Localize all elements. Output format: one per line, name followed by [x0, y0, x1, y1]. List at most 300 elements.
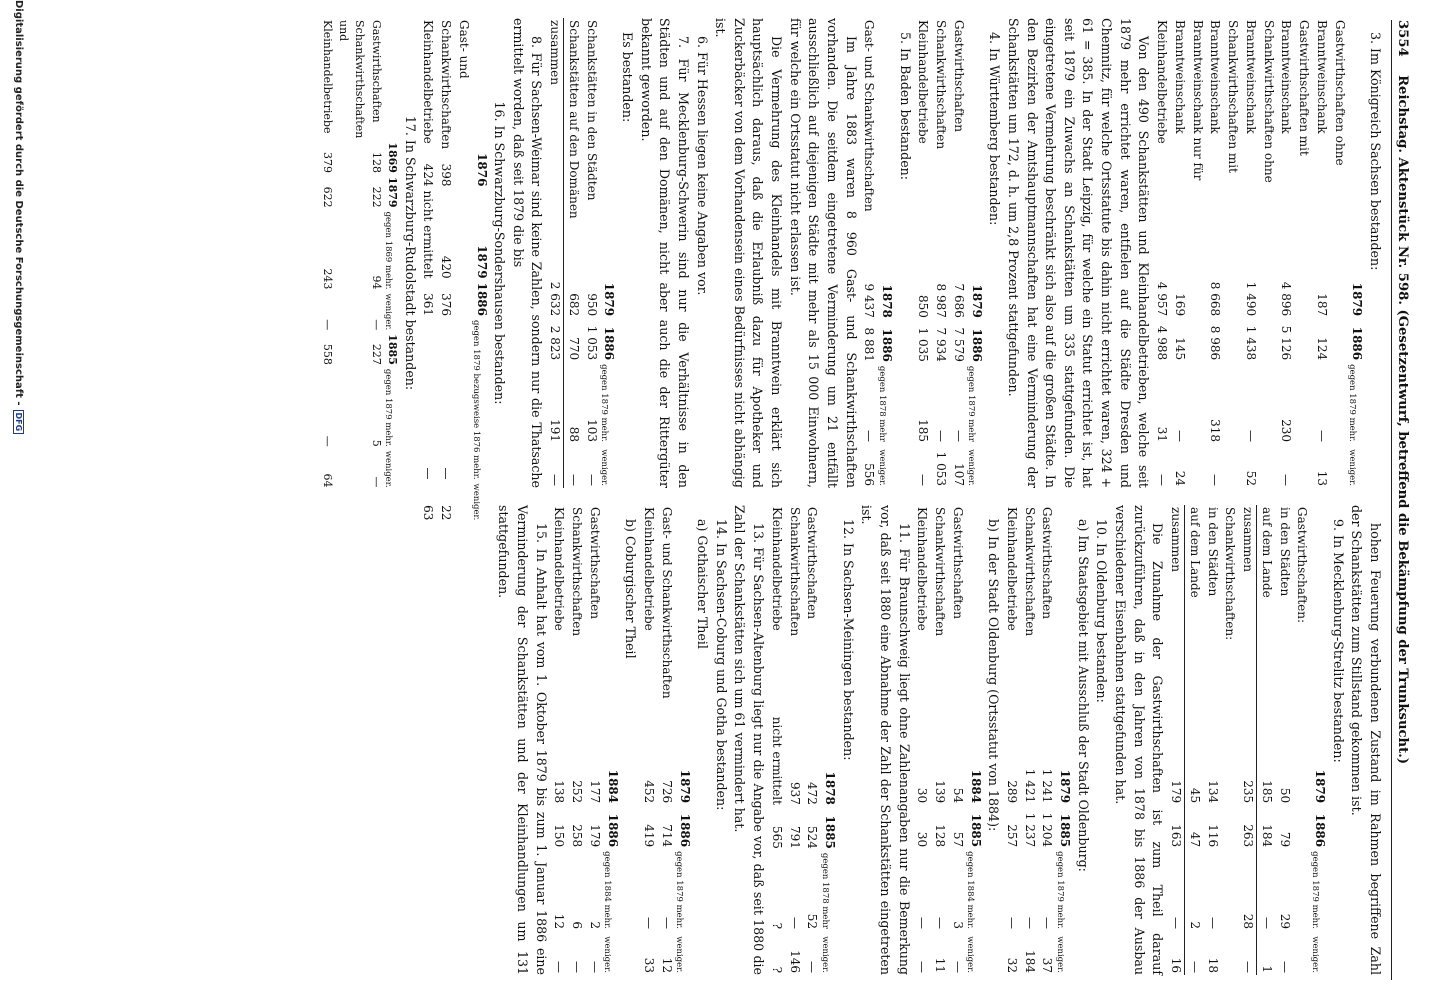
row-value: — — [805, 961, 820, 973]
row-value: 258 — [570, 824, 585, 848]
row-value: 565 — [769, 826, 784, 849]
table-baden — [860, 18, 896, 488]
table-header-cell: weniger. — [1347, 449, 1358, 486]
row-value: 5 126 — [1279, 325, 1294, 361]
row-value: — — [1243, 430, 1258, 442]
table-row — [1185, 505, 1203, 975]
row-label: Kleinhandelbetriebe — [552, 507, 567, 631]
row-value: 179 — [588, 824, 602, 848]
row-value: 64 — [320, 473, 334, 488]
table-header-cell: weniger. — [602, 936, 613, 973]
section-5-text: Im Jahre 1883 waren 8 960 Gast- und Schankwirthschaften vorhanden. Die seitdem eingetretene Verminderung um 21 entfällt ausschließlich auf diejenigen Städte mit mehr als 15 000 Einwohnern, für welche ein Ortsstatut nicht erlassen ist. — [787, 18, 859, 488]
table-header-row — [603, 505, 621, 975]
table-header-cell: gegen 1884 mehr. — [602, 851, 613, 929]
row-label: Gast- und Schankwirthschaften — [862, 20, 877, 212]
row-value: 2 — [588, 921, 602, 929]
table-row — [1312, 18, 1348, 488]
section-12-title: 12. In Sachsen-Meiningen bestanden: — [840, 519, 856, 761]
row-label: Gastwirthschaften — [588, 507, 602, 619]
row-label: Schankstätten auf den Domänen — [567, 20, 581, 219]
table-header-cell: gegen 1884 mehr. — [965, 851, 976, 929]
row-value: ? — [769, 922, 784, 929]
table-row — [767, 505, 785, 975]
row-value: 7 686 — [952, 283, 966, 318]
table-sum-row — [1166, 505, 1184, 975]
table-row — [568, 505, 586, 975]
row-value: — — [933, 917, 948, 929]
row-value: 227 — [369, 343, 383, 365]
section-3-text: Von den 490 Schankstätten und Kleinhandelbetrieben, welche seit 1879 mehr errichtet waren, entfielen auf die Städte Dresden und Chemnitz, für welche Ortsstatute bis dahin nicht errichtet waren, 324 + 61 = 385. In der Stadt Leipzig, für welche ein Statut errichtet ist, hat seit 1879 ein Zuwachs an Schankstätten um 335 stattgefunden. Die eingetretene Vermehrung beschränkt sich also auf die großen Städte. In den Bezirken der Amtshauptmannschaften hat eine Verminderung der Schankstätten um 172, d. h. um 2,8 Prozent stattgefunden. — [1006, 18, 1152, 488]
footer-text: Digitalisierung gefördert durch die Deutsche Forschungsgemeinschaft - — [13, 0, 24, 406]
table-header-cell: 1886 — [602, 326, 617, 361]
row-value: 4 988 — [1155, 325, 1170, 361]
row-label: Schankwirthschaften — [570, 507, 585, 637]
row-value: 318 — [1208, 419, 1223, 442]
section-3-title: 3. Im Königreich Sachsen bestanden: — [1368, 32, 1383, 271]
table-row — [582, 18, 600, 488]
row-label: Gastwirthschaften — [805, 507, 820, 619]
row-value: ? — [769, 966, 784, 973]
row-value: 128 — [369, 151, 383, 173]
row-value: 31 — [1155, 426, 1170, 442]
row-label: Branntweinschank nur für Branntweinschank — [1172, 20, 1205, 181]
row-value: 184 — [1259, 824, 1274, 848]
row-value: nicht ermittelt — [421, 190, 436, 279]
table-header-cell: 1886 — [474, 282, 489, 317]
table-header-cell: 1878 — [823, 771, 838, 805]
table-gotha — [639, 505, 692, 975]
table-header-row — [820, 505, 838, 975]
row-value: 134 — [1205, 780, 1220, 804]
table-header-cell: 1878 — [880, 284, 895, 318]
table-header-cell: 1879 — [1313, 769, 1328, 804]
table-header-cell: 1879 — [677, 769, 692, 804]
row-value: — — [1022, 917, 1037, 929]
row-value: 770 — [567, 337, 581, 361]
row-label: Gast- und Schankwirthschaften — [659, 507, 674, 699]
row-value: 150 — [552, 824, 567, 848]
row-value: 419 — [642, 824, 657, 848]
table-header-cell: 1885 — [1058, 813, 1073, 848]
row-value: — — [369, 319, 383, 331]
row-value: — — [1279, 474, 1294, 486]
row-label: Gastwirthschaften ohne Branntweinschank — [1314, 20, 1347, 166]
table-header-cell: weniger. — [1309, 936, 1320, 973]
row-value: 9 437 — [862, 283, 877, 318]
table-header-cell: gegen 1879 mehr. — [674, 851, 685, 929]
row-value: — — [915, 917, 930, 929]
table-header-row — [1310, 505, 1328, 975]
table-sum-row — [546, 18, 564, 488]
table-header-cell: 1879 — [386, 176, 399, 208]
row-label: Kleinhandelbetriebe — [769, 507, 784, 631]
row-value: 791 — [787, 826, 802, 849]
sum-value: 179 — [1166, 761, 1184, 805]
row-value: 398 — [439, 163, 454, 187]
row-value: — — [552, 961, 567, 973]
row-value: 13 — [1314, 470, 1329, 486]
row-value: — — [421, 467, 436, 480]
section-13-title: 13. Für Sachsen-Altenburg liegt nur die Angabe vor, daß seit 1880 die Zahl der Schankstätten sich um 61 vermindert hat. — [732, 505, 767, 975]
section-11-title: 11. Für Braunschweig liegt ohne Zahlenangaben nur die Bemerkung vor, daß seit 1880 eine Abnahme der Zahl der Schankstätten eingetreten ist. — [859, 505, 912, 975]
row-value: — — [862, 430, 877, 442]
row-label: Schankwirthschaften mit Branntweinschank — [1208, 20, 1241, 173]
left-column — [319, 18, 1384, 521]
table-row — [913, 505, 931, 975]
section-10-title: 10. In Oldenburg bestanden: — [1094, 519, 1110, 703]
table-oldenburg-b — [913, 505, 984, 975]
table-row — [1277, 18, 1313, 488]
row-value: 1 490 — [1243, 281, 1258, 317]
table-header-spacer — [967, 18, 985, 276]
table-header-spacer — [384, 18, 400, 140]
table-header-cell: 1869 — [386, 142, 399, 173]
row-value: 54 — [950, 787, 965, 804]
row-label: Kleinhandelbetriebe — [642, 507, 657, 631]
table-row — [367, 18, 383, 490]
row-value: 289 — [1005, 780, 1019, 804]
row-value: — — [584, 474, 599, 486]
row-value: 257 — [1005, 824, 1019, 848]
row-value: — — [950, 961, 965, 973]
row-value: — — [1259, 917, 1274, 929]
table-row — [564, 18, 582, 488]
table-row — [914, 18, 932, 488]
table-header-row — [384, 18, 400, 490]
row-value: 24 — [1172, 470, 1187, 486]
table-header-cell: 1879 — [1058, 769, 1073, 804]
section-5-text2: Die Vermehrung des Kleinhandels mit Branntwein erklärt sich hauptsächlich daraus, daß die Erlaubniß dazu für Apotheker und Zuckerbäcker von dem Vorhandensein eines Bedürfnisses nicht abhängig ist. — [713, 18, 785, 488]
table-schwarzburg-rudolstadt — [319, 18, 400, 490]
row-value: — — [642, 917, 657, 929]
row-value: 361 — [421, 293, 436, 317]
table-header-cell: 1886 — [880, 328, 895, 362]
row-label: in den Städten — [1205, 507, 1220, 597]
row-value: 1 438 — [1243, 325, 1258, 361]
row-value: 12 — [552, 913, 567, 929]
section-16-title: 16. In Schwarzburg-Sondershausen bestanden: — [492, 101, 508, 405]
section-10-sub-a: a) Im Staatsgebiet mit Ausschluß der Stadt Oldenburg: — [1075, 519, 1091, 872]
row-value: — — [1208, 474, 1223, 486]
row-value: 1 421 — [1022, 768, 1037, 804]
table-header-spacer — [675, 505, 693, 761]
row-value: 45 — [1187, 787, 1202, 804]
row-value: 185 — [916, 419, 931, 442]
table-row — [319, 18, 368, 490]
row-value: 52 — [805, 913, 820, 929]
table-oldenburg-a — [1002, 505, 1073, 975]
table-header-cell: gegen 1879 mehr. — [1347, 364, 1358, 442]
row-value: 222 — [369, 186, 383, 208]
row-value: 376 — [439, 293, 454, 317]
table-header-row — [1348, 18, 1366, 488]
row-value: 12 — [659, 957, 674, 973]
section-15-title: 15. In Anhalt hat vom 1. Oktober 1879 bis zum 1. Januar 1886 eine Verminderung der Schankstätten und der Kleinhandlungen um 131 stattgefunden. — [496, 505, 549, 975]
row-value: 1 053 — [934, 451, 949, 486]
row-value: 116 — [1205, 824, 1220, 848]
table-header-cell: 1885 — [823, 815, 838, 849]
table-row — [803, 505, 821, 975]
table-header-cell: gegen 1879 mehr. — [599, 364, 610, 442]
row-value: — — [567, 474, 581, 486]
table-row — [1206, 18, 1242, 488]
table-header-cell: gegen 1878 mehr — [876, 365, 887, 442]
sum-value: 163 — [1166, 805, 1184, 849]
row-value: 4 957 — [1155, 281, 1170, 317]
row-value: 57 — [950, 831, 965, 848]
table-header-cell: 1876 — [474, 153, 489, 187]
row-value: 187 — [1314, 293, 1329, 317]
row-value: 30 — [915, 831, 930, 848]
row-value: — — [320, 435, 334, 447]
row-label: Kleinhandelbetriebe — [915, 507, 930, 631]
row-label: Kleinhandelbetriebe — [1005, 507, 1019, 631]
table-group-label: Gastwirthschaften: — [1295, 507, 1310, 624]
table-header-cell: 1886 — [677, 813, 692, 848]
table-group-row — [1293, 505, 1311, 975]
row-label: Schankwirthschaften — [1022, 507, 1037, 637]
table-sum-row — [1238, 505, 1256, 975]
sum-value: 28 — [1238, 849, 1256, 931]
table-row — [1152, 18, 1170, 488]
row-value: 94 — [369, 275, 383, 290]
row-value: 8 987 — [934, 283, 949, 318]
table-header-spacer — [1056, 505, 1074, 761]
row-value: 622 — [320, 186, 334, 208]
row-value: — — [439, 467, 454, 480]
row-label: auf dem Lande — [1259, 507, 1274, 598]
row-value: 8 668 — [1208, 281, 1223, 317]
row-value: 63 — [421, 505, 436, 521]
row-value: 558 — [320, 343, 334, 365]
row-label: Schankwirthschaften — [787, 507, 802, 637]
table-header-cell: 1886 — [605, 813, 620, 848]
table-header-row — [966, 505, 984, 975]
table-row — [1275, 505, 1293, 975]
table-header-row — [472, 18, 490, 522]
section-5-title: 5. In Baden bestanden: — [897, 32, 913, 181]
table-header-spacer — [877, 18, 895, 276]
table-header-cell: gegen 1879 mehr — [966, 365, 977, 442]
row-value: — — [1172, 430, 1187, 442]
table-row — [1257, 505, 1275, 975]
table-header-cell: 1879 — [1350, 282, 1365, 317]
table-row — [785, 505, 803, 975]
row-value: 424 — [421, 163, 436, 187]
row-value: 30 — [915, 787, 930, 804]
table-sachsen-meiningen — [767, 505, 838, 975]
row-value: nicht ermittelt — [769, 716, 784, 805]
row-value: — — [1155, 474, 1170, 486]
table-row — [585, 505, 603, 975]
row-value: 184 — [1022, 950, 1037, 973]
row-value: 230 — [1279, 419, 1294, 442]
row-value: — — [369, 476, 383, 488]
row-value: 243 — [320, 268, 334, 290]
section-14-title: 14. In Sachsen-Coburg und Gotha bestanden: — [713, 519, 729, 811]
row-value: 18 — [1205, 957, 1220, 973]
row-label: Gastwirthschaften — [1040, 507, 1055, 619]
table-header-spacer — [1348, 18, 1366, 274]
row-value: 29 — [1277, 913, 1292, 929]
table-wuerttemberg — [914, 18, 985, 488]
row-value: 556 — [862, 463, 877, 486]
row-value: — — [588, 961, 602, 973]
row-value: 1 204 — [1040, 812, 1055, 848]
row-value: 714 — [659, 824, 674, 848]
row-value: 103 — [584, 419, 599, 442]
table-header-spacer — [820, 505, 838, 715]
table-header-cell: gegen 1869 mehr. — [383, 211, 394, 290]
row-value: 88 — [567, 426, 581, 442]
row-value: 420 — [439, 255, 454, 279]
row-label: Kleinhandelbetriebe — [1155, 20, 1170, 144]
section-4-title: 4. In Württemberg bestanden: — [987, 32, 1003, 226]
section-17-title: 17. In Schwarzburg-Rudolstadt bestanden: — [402, 115, 418, 391]
table-row — [930, 505, 948, 975]
row-value: 33 — [642, 957, 657, 973]
section-9-title: 9. In Mecklenburg-Strelitz bestanden: — [1330, 519, 1346, 763]
row-value: 8 986 — [1208, 325, 1223, 361]
table-header-cell: 1885 — [968, 813, 983, 848]
row-value: — — [915, 961, 930, 973]
section-7-intro: Es bestanden: — [620, 32, 636, 123]
row-value: 107 — [952, 463, 966, 486]
table-header-row — [600, 18, 618, 488]
row-value: 128 — [933, 824, 948, 848]
row-value: 252 — [570, 780, 585, 804]
row-value: 6 — [570, 921, 585, 929]
table-header-cell: 1886 — [1350, 326, 1365, 361]
table-header-row — [1056, 505, 1074, 975]
sum-value: 263 — [1238, 805, 1256, 849]
table-row — [639, 505, 657, 975]
row-value: 682 — [567, 293, 581, 317]
row-value: — — [1040, 917, 1055, 929]
table-header-cell: 1879 — [474, 245, 489, 279]
row-value: — — [1314, 430, 1329, 442]
page-header — [1391, 20, 1410, 980]
table-schwarzburg-sondershausen — [419, 18, 490, 522]
row-value: 124 — [1314, 337, 1329, 361]
section-14-sub-b: b) Coburgischer Theil — [623, 519, 639, 659]
table-header-cell: weniger. — [383, 450, 394, 488]
sum-value: — — [1166, 849, 1184, 931]
row-value: — — [916, 474, 931, 486]
row-value: 138 — [552, 780, 567, 804]
row-label: Kleinhandelbetriebe — [916, 20, 931, 144]
table-header-cell: 1886 — [969, 328, 984, 362]
sum-label: zusammen — [1238, 505, 1256, 761]
row-value: 1 241 — [1040, 768, 1055, 804]
row-value: 169 — [1172, 293, 1187, 317]
row-value: 22 — [439, 505, 454, 521]
table-header-spacer — [966, 505, 984, 761]
table-header-cell: weniger. — [876, 449, 887, 486]
row-value: 1 053 — [584, 325, 599, 361]
row-value: — — [659, 917, 674, 929]
row-value: 937 — [787, 782, 802, 805]
table-header-cell: gegen 1879 mehr. — [1309, 851, 1320, 929]
table-header-cell: weniger. — [819, 936, 830, 973]
dfg-logo: DFG — [13, 410, 24, 435]
row-label: Gast- und Schankwirthschaften — [439, 20, 471, 150]
table-header-cell: gegen 1879 mehr. — [383, 368, 394, 447]
row-value: 185 — [1259, 780, 1274, 804]
row-label: Schankwirthschaften — [933, 507, 948, 637]
table-row — [1241, 18, 1277, 488]
page-number: 3554 — [1395, 20, 1410, 57]
row-value: 950 — [584, 293, 599, 317]
table-header-cell: weniger. — [383, 293, 394, 331]
row-value: 850 — [916, 295, 931, 318]
table-row — [1020, 505, 1038, 975]
page-title: Reichstag. Aktenstück Nr. 598. (Gesetzentwurf, betreffend die Bekämpfung der Trunksucht.) — [1395, 75, 1410, 765]
table-header-cell: 1879 — [602, 282, 617, 317]
table-header-spacer — [472, 18, 490, 151]
sum-value: 235 — [1238, 761, 1256, 805]
table-header-cell: 1884 — [968, 769, 983, 804]
row-value: 1 035 — [916, 327, 931, 362]
section-10-sub-b: b) In der Stadt Oldenburg (Ortsstatut von 1884): — [986, 519, 1002, 832]
table-header-row — [877, 18, 895, 488]
row-value: — — [570, 961, 585, 973]
row-label: Gastwirthschaften — [369, 20, 383, 123]
row-value: 452 — [642, 780, 657, 804]
table-row — [932, 18, 950, 488]
table-coburg — [550, 505, 621, 975]
row-value: 145 — [1172, 337, 1187, 361]
table-header-cell: 1885 — [386, 334, 399, 365]
table-row — [1002, 505, 1020, 975]
table-header-cell: gegen 1879 bezugsweise 1876 mehr. — [471, 320, 482, 480]
row-value: — — [934, 430, 949, 442]
table-saxony — [1152, 18, 1365, 488]
row-value: 79 — [1277, 831, 1292, 848]
row-value: 8 881 — [862, 327, 877, 362]
table-row — [1038, 505, 1056, 975]
table-row — [860, 18, 878, 488]
row-label: Gastwirthschaften mit Branntweinschank — [1279, 20, 1312, 156]
table-group-row — [1221, 505, 1239, 975]
row-value: 7 934 — [934, 327, 949, 362]
row-value: — — [1277, 961, 1292, 973]
row-label: Schankwirthschaften und Kleinhandelbetriebe — [320, 20, 367, 139]
table-header-row — [967, 18, 985, 488]
table-header-cell: weniger. — [471, 483, 482, 521]
row-value: — — [787, 917, 802, 929]
table-header-cell: gegen 1879 mehr. — [1055, 851, 1065, 929]
row-value: — — [320, 319, 334, 331]
section-6-title: 6. Für Hessen liegen keine Angaben vor. — [694, 36, 710, 296]
section-9-text: Die Zunahme der Gastwirthschaften ist zum Theil darauf zurückzuführen, daß in den Jahren von 1878 bis 1886 der Ausbau verschiedener Eisenbahnen stattgefunden hat. — [1113, 505, 1166, 975]
sum-label: zusammen — [546, 18, 564, 274]
row-value: 139 — [933, 780, 948, 804]
row-value: — — [1205, 917, 1220, 929]
table-header-spacer — [603, 505, 621, 761]
table-header-cell: weniger. — [599, 449, 610, 486]
section-7-title: 7. Für Mecklenburg-Schwerin sind nur die Verhältnisse in den Städten und auf den Domänen, nicht aber auch die der Rittergüter bekannt geworden. — [638, 18, 691, 488]
table-row — [436, 18, 472, 522]
sum-value: 2 823 — [546, 318, 564, 362]
row-value: 37 — [1040, 957, 1055, 973]
table-row — [1170, 18, 1206, 488]
row-value: 2 — [1187, 921, 1202, 929]
table-header-row — [675, 505, 693, 975]
row-value: 5 — [369, 439, 383, 447]
row-value: — — [1005, 917, 1019, 929]
table-header-spacer — [1310, 505, 1328, 761]
